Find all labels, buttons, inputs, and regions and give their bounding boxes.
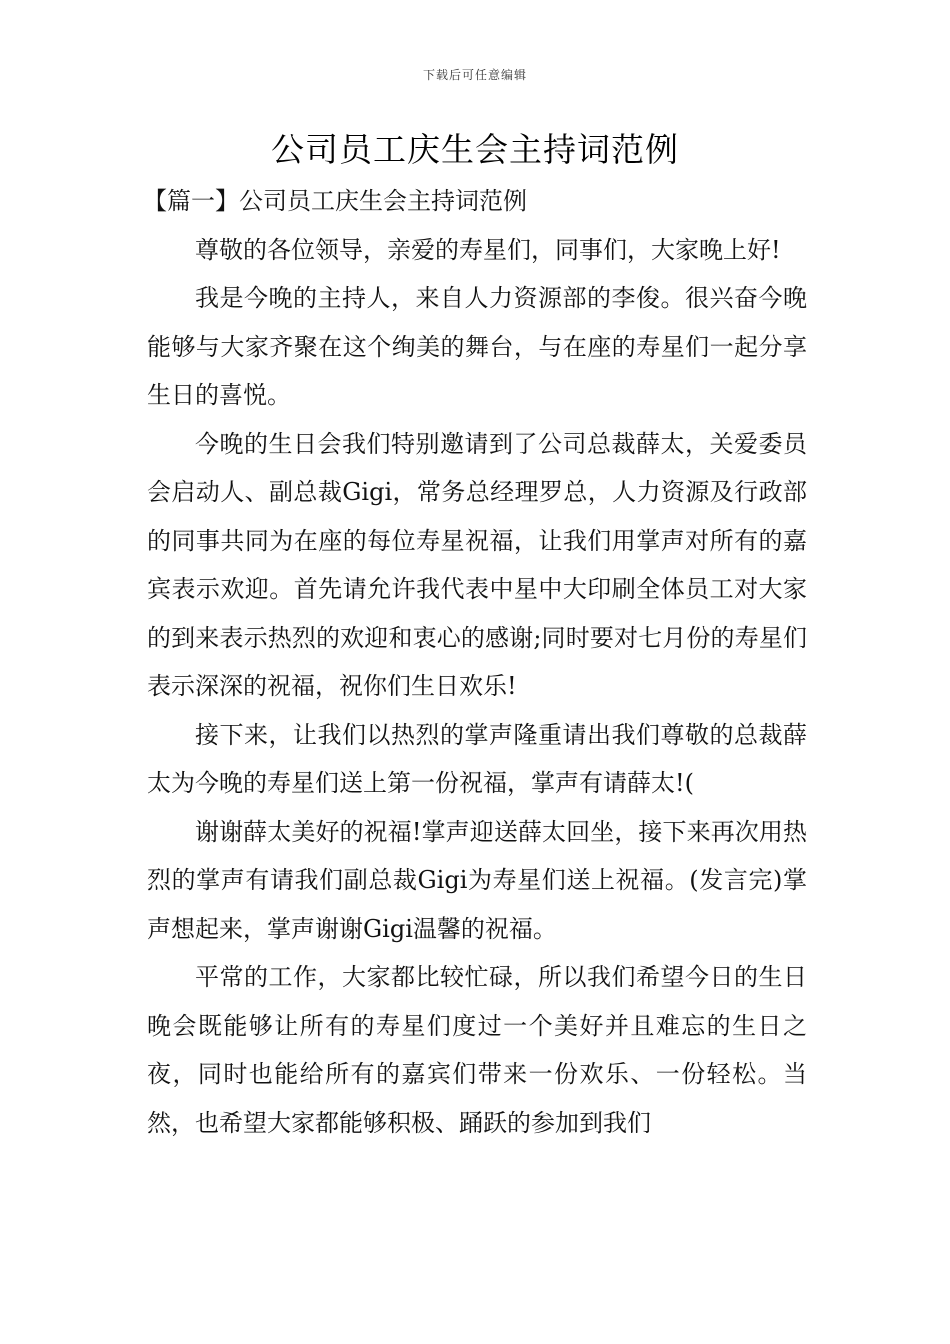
paragraph-invite-president: 接下来，让我们以热烈的掌声隆重请出我们尊敬的总裁薛太为今晚的寿星们送上第一份祝福，掌声有请薛太!( [147, 720, 807, 797]
paragraph-guests: 今晚的生日会我们特别邀请到了公司总裁薛太，关爱委员会启动人、副总裁Gigi，常务总经理罗总，人力资源及行政部的同事共同为在座的每位寿星祝福，让我们用掌声对所有的嘉宾表示欢迎。首先请允许我代表中星中大印刷全体员工对大家的到来表示热烈的欢迎和衷心的感谢;同时要对七月份的寿星们表示深深的祝福，祝你们生日欢乐! [147, 429, 807, 700]
document-body [143, 177, 807, 1147]
paragraph-host-intro: 我是今晚的主持人，来自人力资源部的李俊。很兴奋今晚能够与大家齐聚在这个绚美的舞台，与在座的寿星们一起分享生日的喜悦。 [147, 284, 807, 409]
header-note: 下载后可任意编辑 [422, 68, 527, 82]
paragraph-greeting: 尊敬的各位领导，亲爱的寿星们，同事们，大家晚上好! [195, 235, 781, 264]
page-title: 公司员工庆生会主持词范例 [271, 130, 679, 169]
paragraph-thanks: 谢谢薛太美好的祝福!掌声迎送薛太回坐，接下来再次用热烈的掌声有请我们副总裁Gigi为寿星们送上祝福。(发言完)掌声想起来，掌声谢谢Gigi温馨的祝福。 [147, 817, 807, 943]
section-heading: 【篇一】公司员工庆生会主持词范例 [143, 187, 527, 215]
paragraph-evening-wishes: 平常的工作，大家都比较忙碌，所以我们希望今日的生日晚会既能够让所有的寿星们度过一个美好并且难忘的生日之夜，同时也能给所有的嘉宾们带来一份欢乐、一份轻松。当然，也希望大家都能够积极、踊跃的参加到我们 [147, 963, 807, 1137]
